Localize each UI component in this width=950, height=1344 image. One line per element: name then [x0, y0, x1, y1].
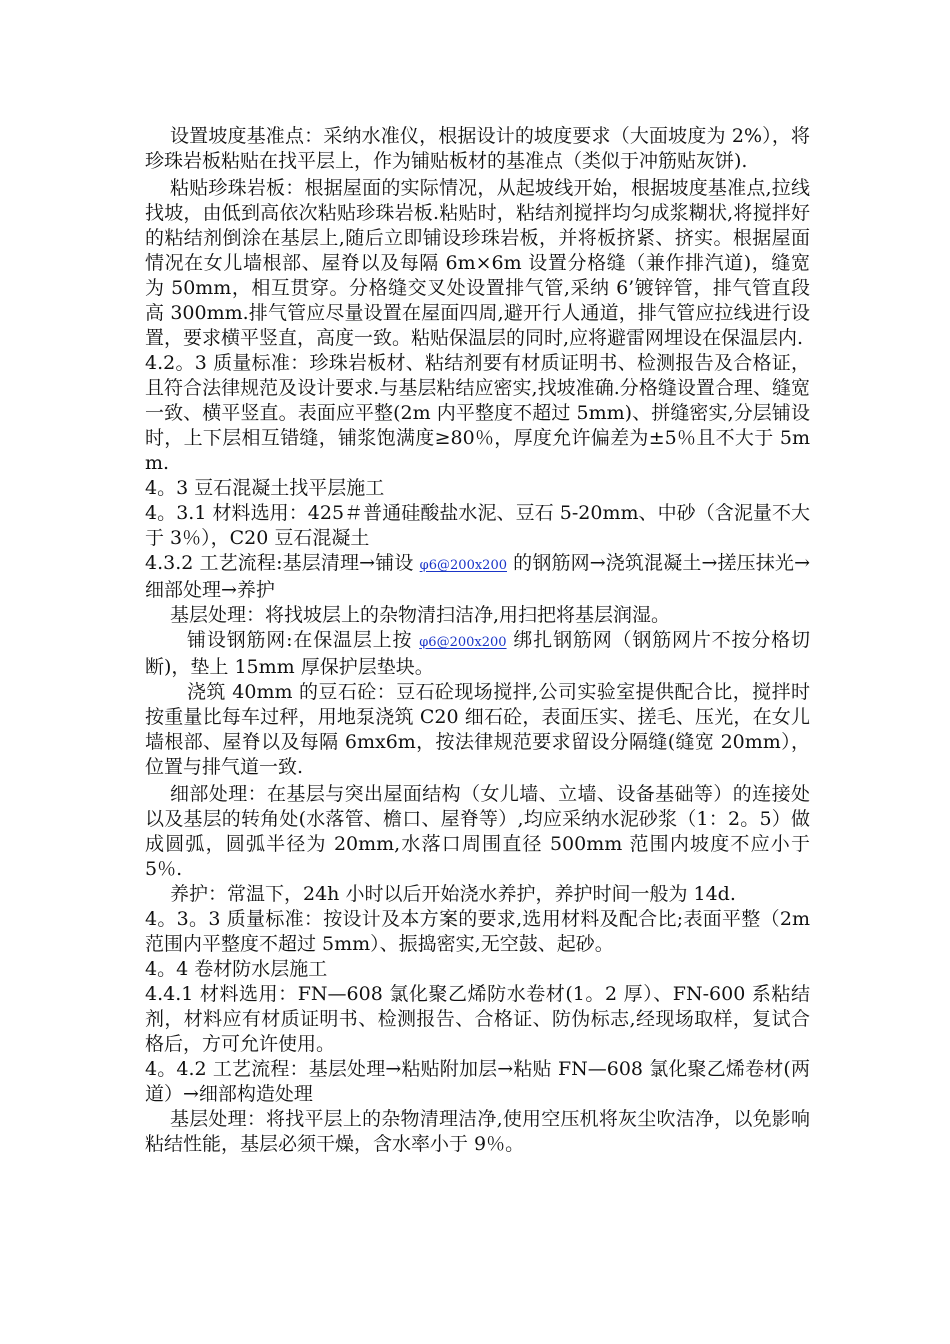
heading-4-3: 4。3 豆石混凝土找平层施工 — [145, 477, 385, 499]
paragraph-quality-standard-4-2-3: 4.2。3 质量标准：珍珠岩板材、粘结剂要有材质证明书、检测报告及合格证，且符合法律规范及设计要求.与基层粘结应密实,找坡准确.分格缝设置合理、缝宽一致、横平竖直。表面应平整(2m 内平整度不超过 5mm)、拼缝密实,分层铺设时，上下层相互错缝，铺浆饱满度≥80％，厚度允许偏差为±5％且不大于 5mm. — [145, 352, 810, 474]
paragraph-base-cleaning: 基层处理：将找平层上的杂物清理洁净,使用空压机将灰尘吹洁净，以免影响粘结性能，基层必须干燥，含水率小于 9％。 — [145, 1108, 810, 1155]
rebar-text-after: 绑扎钢筋网（钢筋网片不按分格切断)，垫上 15mm 厚保护层垫块。 — [145, 629, 810, 678]
paragraph-base-treatment: 基层处理：将找坡层上的杂物清扫洁净,用扫把将基层润湿。 — [170, 604, 671, 626]
paragraph-process-4-3-2 — [145, 551, 810, 603]
paragraph-materials-4-3-1: 4。3.1 材料选用：425＃普通硅酸盐水泥、豆石 5-20mm、中砂（含泥量不大于 3％），C20 豆石混凝土 — [145, 502, 810, 549]
paragraph-slope-reference: 设置坡度基准点：采纳水准仪，根据设计的坡度要求（大面坡度为 2%），将珍珠岩板粘贴在找平层上，作为铺贴板材的基准点（类似于冲筋贴灰饼). — [145, 125, 810, 172]
paragraph-curing: 养护：常温下，24h 小时以后开始浇水养护，养护时间一般为 14d. — [170, 883, 736, 905]
process-text-before: 4.3.2 工艺流程:基层清理→铺设 — [145, 552, 420, 574]
rebar-spec-link-2[interactable]: φ6@200x200 — [419, 635, 507, 650]
rebar-spec-link[interactable]: φ6@200x200 — [419, 558, 507, 573]
rebar-text-before: 铺设钢筋网:在保温层上按 — [187, 629, 420, 651]
document-body — [145, 124, 810, 1157]
paragraph-pouring-concrete: 浇筑 40mm 的豆石砼：豆石砼现场搅拌,公司实验室提供配合比，搅拌时按重量比每车过秤，用地泵浇筑 C20 细石砼，表面压实、搓毛、压光，在女儿墙根部、屋脊以及每隔 6mx6m，按法律规范要求留设分隔缝(缝宽 20mm），位置与排气道一致. — [145, 681, 810, 778]
paragraph-rebar-mesh — [145, 628, 810, 680]
paragraph-materials-4-4-1: 4.4.1 材料选用：FN—608 氯化聚乙烯防水卷材(1。2 厚）、FN-600 系粘结剂，材料应有材质证明书、检测报告、合格证、防伪标志,经现场取样，复试合格后，方可允许使用。 — [145, 983, 810, 1055]
paragraph-detail-treatment: 细部处理：在基层与突出屋面结构（女儿墙、立墙、设备基础等）的连接处以及基层的转角处(水落管、檐口、屋脊等）,均应采纳水泥砂浆（1：2。5）做成圆弧，圆弧半径为 20mm,水落口周围直径 500mm 范围内坡度不应小于 5％. — [145, 783, 810, 880]
process-text-after: 的钢筋网→浇筑混凝土→搓压抹光→细部处理→养护 — [145, 552, 810, 601]
paragraph-quality-standard-4-3-3: 4。3。3 质量标准：按设计及本方案的要求,选用材料及配合比;表面平整（2m 范围内平整度不超过 5mm）、振捣密实,无空鼓、起砂。 — [145, 908, 810, 955]
paragraph-perlite-board: 粘贴珍珠岩板：根据屋面的实际情况，从起坡线开始，根据坡度基准点,拉线找坡，由低到高依次粘贴珍珠岩板.粘贴时，粘结剂搅拌均匀成浆糊状,将搅拌好的粘结剂倒涂在基层上,随后立即铺设珍珠岩板，并将板挤紧、挤实。根据屋面情况在女儿墙根部、屋脊以及每隔 6m×6m 设置分格缝（兼作排汽道)，缝宽为 50mm，相互贯穿。分格缝交叉处设置排气管,采纳 6’镀锌管，排气管直段高 300mm.排气管应尽量设置在屋面四周,避开行人通道，排气管应拉线进行设置，要求横平竖直，高度一致。粘贴保温层的同时,应将避雷网埋设在保温层内. — [145, 177, 810, 349]
heading-4-4: 4。4 卷材防水层施工 — [145, 958, 328, 980]
paragraph-process-4-4-2: 4。4.2 工艺流程：基层处理→粘贴附加层→粘贴 FN—608 氯化聚乙烯卷材(两道）→细部构造处理 — [145, 1058, 810, 1105]
